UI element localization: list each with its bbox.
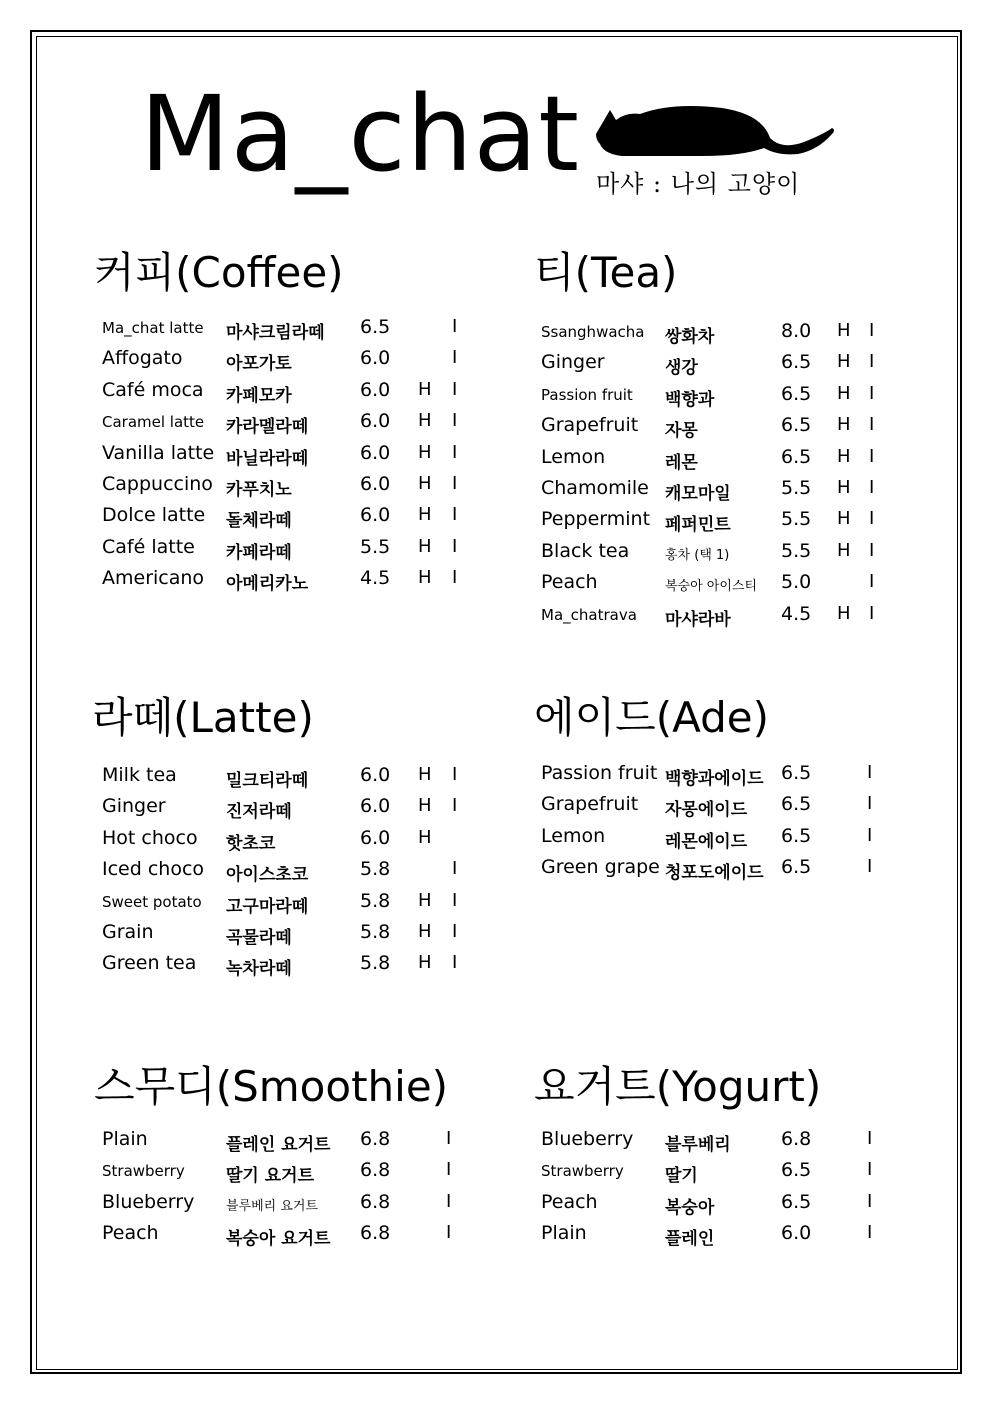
hot-option: H [837,320,851,341]
menu-row [102,532,482,563]
item-name-en: Grapefruit [541,793,639,816]
item-name-en: Black tea [541,539,630,562]
menu-row [102,791,482,822]
menu-row [102,438,482,469]
menu-row [102,854,482,885]
menu-row [541,504,901,535]
ice-option: I [869,320,875,341]
hot-option: H [418,567,432,589]
item-name-ko: 레몬에이드 [665,831,748,852]
item-name-ko: 곡물라떼 [226,927,292,948]
item-price: 6.0 [360,504,391,527]
menu-row [102,1218,482,1249]
menu-row [102,1124,482,1155]
ice-option: I [867,793,873,815]
item-name-en: Peach [541,1190,598,1213]
ice-option: I [869,539,875,561]
item-name-en: Lemon [541,445,606,468]
item-name-en: Ginger [102,795,166,818]
item-name-en: Green grape [541,856,660,879]
item-price: 6.0 [360,441,391,464]
ice-option: I [446,1128,452,1149]
menu-row [541,821,901,852]
item-name-ko: 백향과에이드 [665,769,764,789]
section-title-latte: 라떼(Latte) [92,693,314,742]
item-name-ko: 카페모카 [226,385,292,406]
menu-row [541,316,901,347]
menu-row [541,1187,901,1218]
ice-option: I [452,795,458,817]
item-name-ko: 자몽에이드 [665,800,748,821]
ice-option: I [452,316,458,337]
ice-option: I [869,571,875,593]
menu-row [102,469,482,500]
item-price: 5.5 [360,535,391,558]
item-name-ko: 레몬 [665,452,698,473]
hot-option: H [837,602,851,624]
item-name-en: Lemon [541,824,606,847]
item-name-en: Cappuccino [102,472,213,495]
item-price: 6.5 [781,793,812,816]
coffee-list [102,312,482,595]
item-name-ko: 마샤라바 [665,609,731,630]
hot-option: H [418,410,432,432]
item-price: 5.8 [360,889,391,912]
item-name-ko: 핫초코 [226,833,276,854]
menu-row [541,536,901,567]
item-name-ko: 아포가토 [226,354,292,375]
hot-option: H [418,535,432,557]
brand-title: Ma_chat [140,73,581,195]
smoothie-list [102,1124,482,1250]
item-price: 5.5 [781,539,812,562]
item-name-ko: 백향과 [665,389,715,410]
ice-option: I [446,1190,452,1212]
ice-option: I [452,920,458,942]
section-title-yogurt: 요거트(Yogurt) [534,1062,822,1111]
hot-option: H [837,539,851,561]
ice-option: I [869,602,875,624]
hot-option: H [418,472,432,494]
item-price: 6.0 [360,347,391,370]
item-price: 6.5 [781,1190,812,1213]
item-price: 6.0 [360,764,391,786]
item-name-ko: 블루베리 [665,1135,731,1155]
item-price: 6.5 [781,382,812,405]
item-name-en: Peach [541,571,598,594]
menu-row [541,599,901,630]
item-price: 5.8 [360,920,391,943]
item-name-ko: 플레인 [665,1229,715,1250]
item-name-en: Peppermint [541,508,651,531]
item-price: 5.5 [781,476,812,499]
item-name-en: Chamomile [541,476,649,499]
item-name-en: Plain [102,1128,148,1150]
hot-option: H [418,920,432,942]
item-price: 6.8 [781,1128,812,1150]
ice-option: I [869,414,875,436]
item-price: 6.5 [781,856,812,879]
item-name-ko: 복숭아 [665,1197,715,1218]
cat-logo-icon [592,98,838,168]
ice-option: I [446,1159,452,1181]
ice-option: I [869,476,875,498]
item-name-ko: 자몽 [665,421,698,442]
item-name-ko: 블루베리 요거트 [226,1198,319,1214]
ice-option: I [867,1128,873,1149]
ice-option: I [869,445,875,467]
ice-option: I [452,472,458,494]
item-name-en: Grapefruit [541,414,639,437]
item-price: 6.5 [781,445,812,468]
item-name-en: Affogato [102,347,183,370]
hot-option: H [418,795,432,817]
item-name-en: Blueberry [541,1128,634,1150]
item-name-ko: 고구마라떼 [226,896,309,917]
item-name-en: Café latte [102,535,195,558]
hot-option: H [837,382,851,404]
menu-row [541,1155,901,1186]
menu-row [102,312,482,343]
menu-row [102,500,482,531]
ice-option: I [452,858,458,880]
item-name-ko: 홍차 (택 1) [665,547,730,563]
item-name-ko: 생강 [665,358,698,379]
item-name-en: Ssanghwacha [541,323,645,341]
menu-row [541,379,901,410]
item-price: 4.5 [360,567,391,590]
section-title-coffee: 커피(Coffee) [94,248,344,297]
hot-option: H [837,414,851,436]
item-price: 6.8 [360,1159,391,1182]
item-price: 8.0 [781,320,812,342]
hot-option: H [418,441,432,463]
ice-option: I [452,764,458,785]
ice-option: I [452,504,458,526]
item-name-en: Plain [541,1222,587,1245]
item-name-ko: 청포도에이드 [665,863,764,884]
item-name-ko: 쌍화차 [665,327,715,347]
hot-option: H [418,952,432,974]
menu-row [102,563,482,594]
item-price: 6.0 [781,1222,812,1245]
item-name-en: Green tea [102,952,197,975]
menu-row [541,442,901,473]
ice-option: I [869,351,875,373]
menu-row [541,1218,901,1249]
menu-row [102,886,482,917]
item-name-en: Milk tea [102,764,177,786]
ice-option: I [867,1222,873,1244]
menu-row [102,823,482,854]
item-name-en: Passion fruit [541,762,658,784]
item-name-en: Ginger [541,351,605,374]
section-title-tea: 티(Tea) [534,248,678,297]
hot-option: H [418,504,432,526]
ade-list [541,758,901,884]
ice-option: I [452,889,458,911]
item-name-ko: 복숭아 요거트 [226,1229,331,1250]
item-name-en: Strawberry [102,1162,185,1181]
ice-option: I [452,535,458,557]
item-name-en: Passion fruit [541,385,633,404]
item-price: 6.8 [360,1128,391,1150]
menu-row [541,1124,901,1155]
ice-option: I [867,1190,873,1212]
menu-row [541,567,901,598]
item-price: 6.0 [360,472,391,495]
item-name-ko: 돌체라떼 [226,511,292,532]
item-name-en: Hot choco [102,826,198,849]
item-name-en: Iced choco [102,858,205,881]
item-name-en: Blueberry [102,1190,195,1213]
item-name-ko: 플레인 요거트 [226,1135,331,1155]
item-price: 6.5 [781,351,812,374]
hot-option: H [837,445,851,467]
ice-option: I [452,378,458,400]
menu-row [541,789,901,820]
ice-option: I [867,824,873,846]
menu-row [541,852,901,883]
menu-row [102,917,482,948]
latte-list [102,760,482,980]
item-name-en: Vanilla latte [102,441,215,464]
item-name-ko: 아메리카노 [226,574,309,595]
item-price: 6.5 [781,414,812,437]
ice-option: I [446,1222,452,1244]
hot-option: H [418,764,432,785]
menu-row [102,343,482,374]
item-name-ko: 진저라떼 [226,802,292,823]
ice-option: I [869,508,875,530]
item-name-ko: 바닐라라떼 [226,448,309,469]
section-title-ade: 에이드(Ade) [534,693,769,742]
ice-option: I [867,1159,873,1181]
menu-row [102,1187,482,1218]
item-name-ko: 카페라떼 [226,542,292,563]
section-title-smoothie: 스무디(Smoothie) [94,1062,449,1111]
item-price: 6.8 [360,1222,391,1245]
ice-option: I [869,382,875,404]
menu-row [541,473,901,504]
ice-option: I [452,567,458,589]
item-name-ko: 마샤크림라떼 [226,323,325,343]
item-name-en: Ma_chatrava [541,605,637,624]
item-name-ko: 딸기 요거트 [226,1166,315,1187]
menu-row [102,406,482,437]
brand-tagline: 마샤 : 나의 고양이 [596,170,801,198]
item-price: 5.8 [360,952,391,975]
item-name-en: Peach [102,1222,159,1245]
item-name-ko: 카라멜라떼 [226,417,309,438]
item-name-en: Sweet potato [102,892,202,911]
item-name-en: Caramel latte [102,413,205,432]
hot-option: H [418,889,432,911]
item-price: 5.5 [781,508,812,531]
item-price: 5.8 [360,858,391,881]
item-name-en: Café moca [102,378,204,401]
item-price: 6.5 [781,762,812,784]
item-name-ko: 캐모마일 [665,483,731,504]
ice-option: I [867,856,873,878]
item-name-ko: 밀크티라떼 [226,771,309,791]
menu-row [102,948,482,979]
hot-option: H [837,476,851,498]
item-name-ko: 페퍼민트 [665,515,731,536]
ice-option: I [867,762,873,783]
item-price: 6.0 [360,378,391,401]
item-name-en: Strawberry [541,1162,624,1181]
item-price: 6.5 [360,316,391,338]
item-price: 6.8 [360,1190,391,1213]
menu-row [102,760,482,791]
menu-row [541,410,901,441]
item-price: 6.0 [360,826,391,849]
hot-option: H [418,826,432,848]
item-name-en: Grain [102,920,154,943]
item-price: 5.0 [781,571,812,594]
item-name-ko: 아이스초코 [226,865,309,886]
item-name-ko: 딸기 [665,1166,698,1187]
tea-list [541,316,901,630]
yogurt-list [541,1124,901,1250]
item-name-en: Ma_chat latte [102,319,204,337]
menu-row [541,347,901,378]
hot-option: H [418,378,432,400]
ice-option: I [452,441,458,463]
item-price: 6.0 [360,410,391,433]
item-price: 6.0 [360,795,391,818]
hot-option: H [837,508,851,530]
menu-row [102,1155,482,1186]
item-name-ko: 녹차라떼 [226,959,292,980]
item-name-ko: 복숭아 아이스티 [665,579,758,595]
item-name-en: Dolce latte [102,504,206,527]
item-name-ko: 카푸치노 [226,479,292,500]
item-price: 6.5 [781,824,812,847]
ice-option: I [452,952,458,974]
item-name-en: Americano [102,567,205,590]
ice-option: I [452,410,458,432]
item-price: 4.5 [781,602,812,625]
menu-row [541,758,901,789]
menu-row [102,375,482,406]
hot-option: H [837,351,851,373]
item-price: 6.5 [781,1159,812,1182]
ice-option: I [452,347,458,369]
